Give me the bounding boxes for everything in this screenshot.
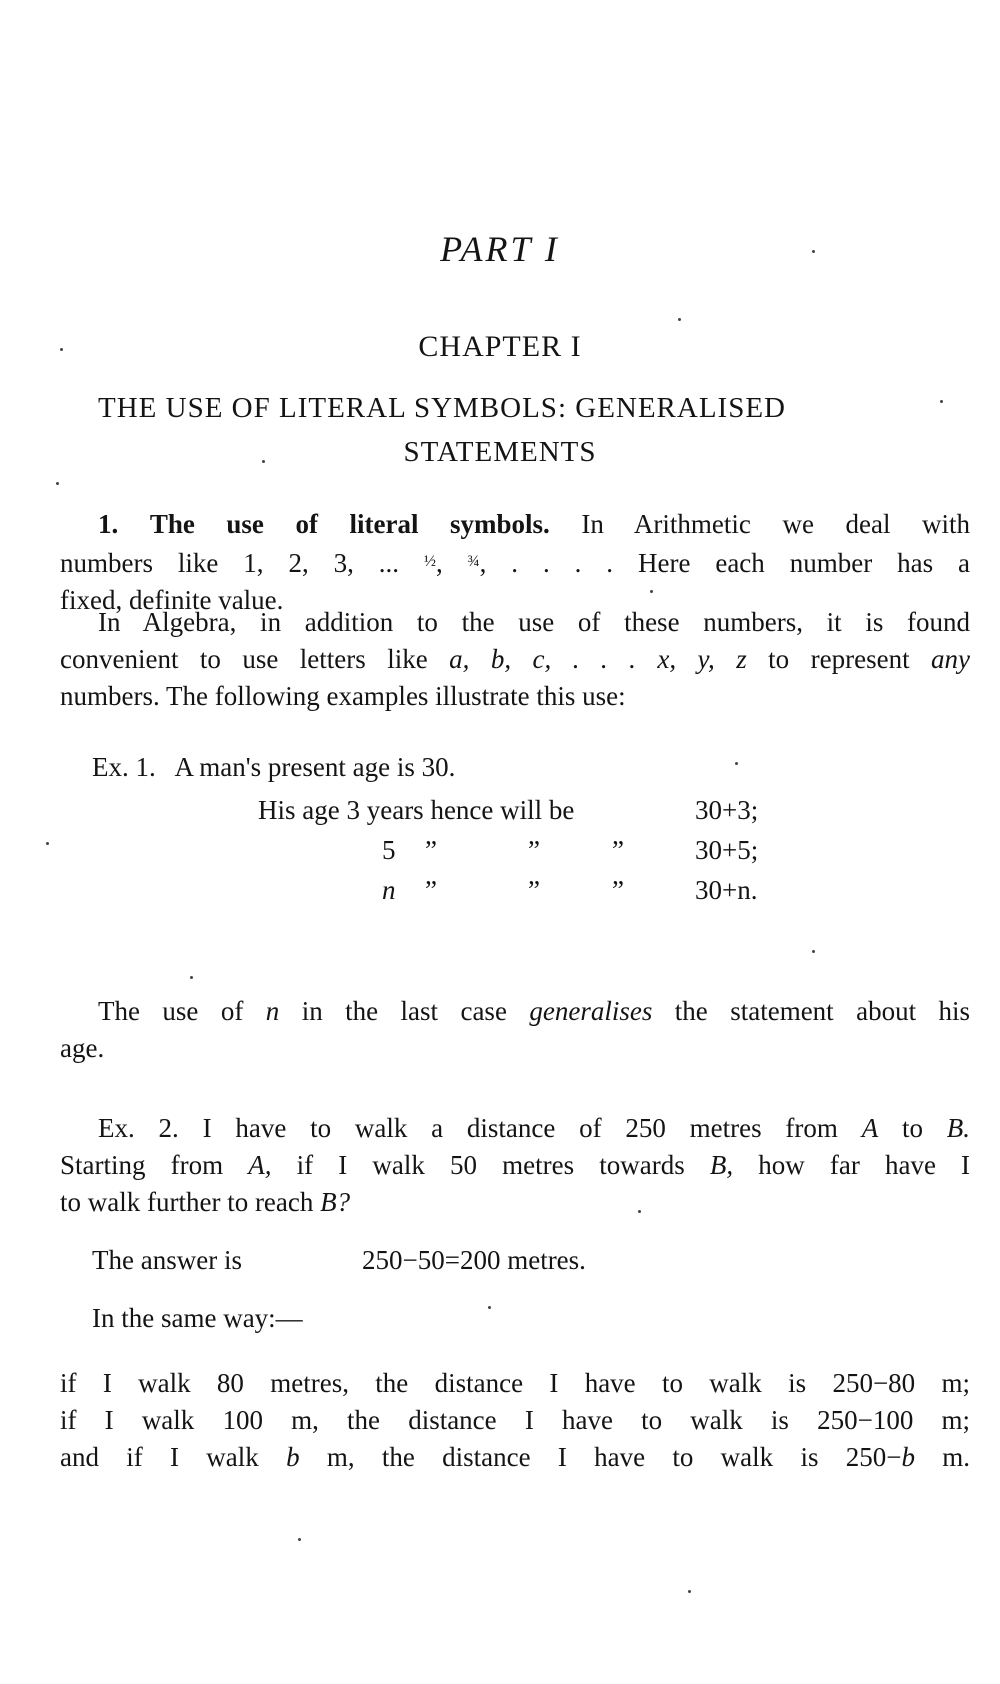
scan-speck bbox=[638, 1210, 641, 1213]
ditto-mark: ” bbox=[425, 875, 437, 905]
scan-speck bbox=[650, 590, 653, 593]
ex1-note-line2: age. bbox=[60, 1033, 105, 1063]
ex2-case1: if I walk 80 metres, the distance I have to walk is 250−80 m; bbox=[60, 1368, 970, 1398]
chapter-title-line1: THE USE OF LITERAL SYMBOLS: GENERALISED bbox=[98, 392, 787, 424]
ex1-row1-label: His age 3 years hence will be bbox=[258, 795, 575, 825]
chapter-number: CHAPTER I bbox=[418, 330, 582, 363]
ex2-case3: and if I walk b m, the distance I have to walk is 250−b m. bbox=[60, 1442, 971, 1472]
scan-speck bbox=[488, 1306, 491, 1309]
scan-speck bbox=[678, 318, 681, 321]
ex2-cases bbox=[60, 1365, 970, 1476]
ex1-row2-num: 5 bbox=[382, 835, 396, 865]
literal-letters: a, b, c, . . . x, y, z bbox=[449, 644, 747, 674]
ex1-note-line1: The use of n in the last case generalises the statement about his bbox=[98, 996, 971, 1026]
ditto-mark: ” bbox=[528, 875, 540, 905]
ditto-mark: ” bbox=[612, 875, 624, 905]
ex2-same-way: In the same way:— bbox=[92, 1303, 303, 1333]
algebra-line1: In Algebra, in addition to the use of these numbers, it is found bbox=[98, 607, 970, 637]
scan-speck bbox=[190, 976, 193, 979]
fraction-three-quarters: ¾ bbox=[467, 553, 480, 570]
ex2-label: Ex. 2. bbox=[98, 1113, 179, 1143]
ex1-row3-num: n bbox=[382, 875, 396, 905]
scan-speck bbox=[56, 482, 59, 485]
scan-speck bbox=[298, 1538, 301, 1541]
emphasis-any: any bbox=[931, 644, 971, 674]
ex1-statement: A man's present age is 30. bbox=[174, 752, 456, 782]
ex2-case2: if I walk 100 m, the distance I have to walk is 250−100 m; bbox=[60, 1405, 970, 1435]
section-heading: The use of literal symbols. bbox=[149, 509, 550, 539]
emphasis-generalises: generalises bbox=[529, 996, 653, 1026]
scan-speck bbox=[688, 1590, 691, 1593]
section-1-paragraph bbox=[60, 506, 970, 619]
ex1-row2-value: 30+5; bbox=[695, 835, 759, 865]
section-1-line1-text: In Arithmetic we deal with bbox=[581, 509, 971, 539]
algebra-paragraph bbox=[60, 604, 970, 715]
chapter-title-line2: STATEMENTS bbox=[403, 436, 597, 468]
ex2-answer-value: 250−50=200 metres. bbox=[362, 1245, 586, 1275]
scan-speck bbox=[46, 842, 49, 845]
ex2-line1: Ex. 2. I have to walk a distance of 250 metres from A to B. bbox=[98, 1113, 971, 1143]
algebra-line2: convenient to use letters like a, b, c, . . . x, y, z to represent any bbox=[60, 644, 971, 674]
ex1-statement-line bbox=[92, 752, 455, 783]
part-title: PART I bbox=[440, 229, 560, 269]
scan-speck bbox=[940, 400, 943, 403]
fraction-half: ½ bbox=[423, 553, 436, 570]
ex2-line2: Starting from A, if I walk 50 metres towards B, how far have I bbox=[60, 1150, 971, 1180]
ex1-row3-value: 30+n. bbox=[695, 875, 758, 905]
ex2-answer-label: The answer is bbox=[92, 1245, 242, 1275]
algebra-line3: numbers. The following examples illustrate this use: bbox=[60, 681, 626, 711]
ditto-mark: ” bbox=[612, 835, 624, 865]
scan-speck bbox=[812, 950, 815, 953]
ex1-label: Ex. 1. bbox=[92, 752, 156, 782]
scan-speck bbox=[60, 348, 63, 351]
scan-speck bbox=[812, 250, 815, 253]
scan-speck bbox=[262, 460, 265, 463]
section-1-line1 bbox=[60, 506, 970, 543]
scan-speck bbox=[735, 762, 738, 765]
section-1-line3: fixed, definite value. bbox=[60, 585, 284, 615]
ditto-mark: ” bbox=[425, 835, 437, 865]
ex1-row1-value: 30+3; bbox=[695, 795, 759, 825]
ex2-paragraph bbox=[60, 1110, 970, 1221]
ditto-mark: ” bbox=[528, 835, 540, 865]
section-number: 1. bbox=[98, 509, 119, 539]
ex2-line3: to walk further to reach B? bbox=[60, 1187, 351, 1217]
ex1-note-paragraph bbox=[60, 993, 970, 1067]
section-1-line2: numbers like 1, 2, 3, ... $^{\frac{1}{2}}$, $^{\frac{3}{4}}$, . . . . Here each number has a bbox=[60, 548, 970, 578]
